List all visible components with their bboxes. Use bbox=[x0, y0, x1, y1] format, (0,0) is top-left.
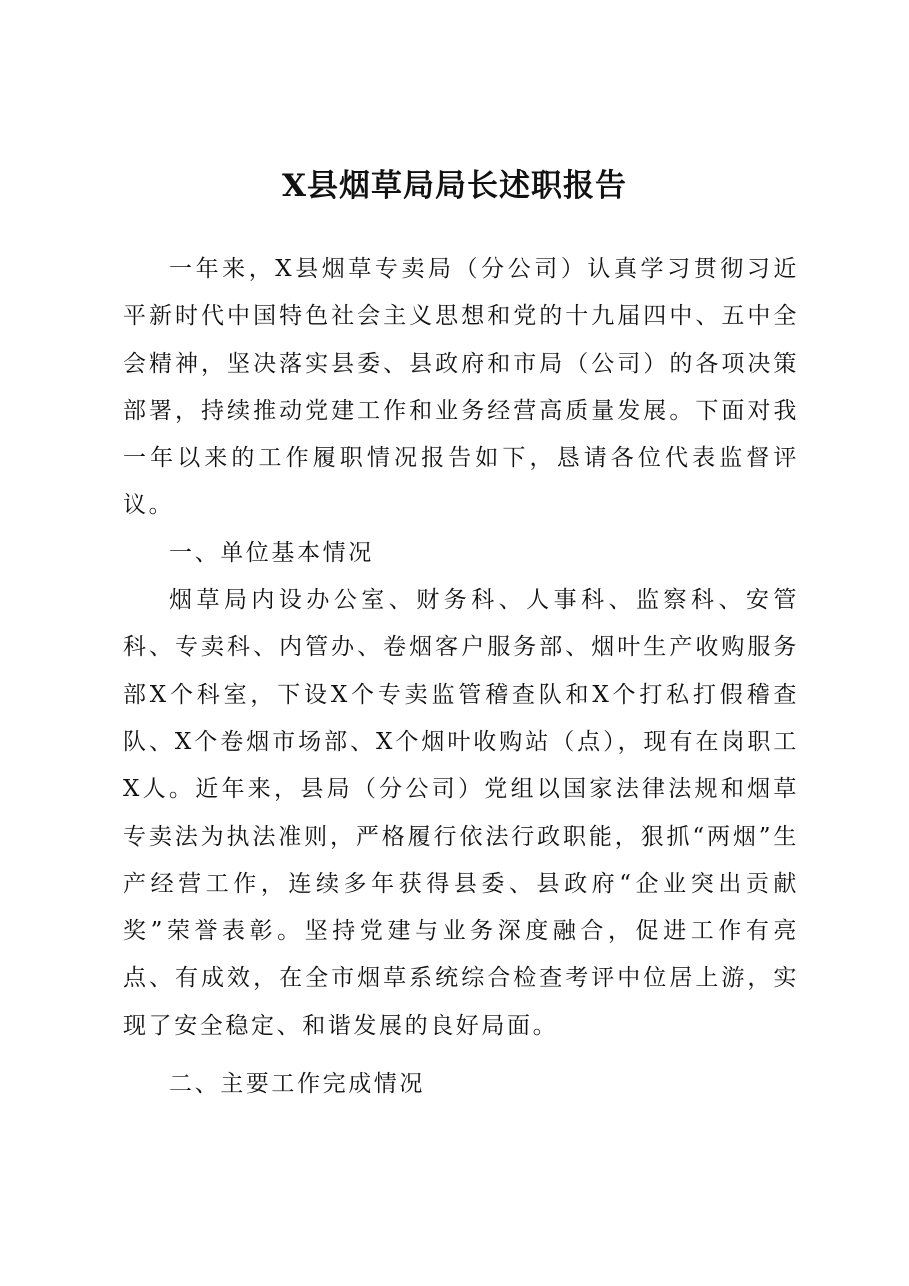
intro-paragraph: 一年来，X县烟草专卖局（分公司）认真学习贯彻习近平新时代中国特色社会主义思想和党的十九届四中、五中全会精神，坚决落实县委、县政府和市局（公司）的各项决策部署，持续推动党建工作和业务经营高质量发展。下面对我一年以来的工作履职情况报告如下，恳请各位代表监督评议。 bbox=[123, 256, 799, 519]
basic-info-paragraph: 烟草局内设办公室、财务科、人事科、监察科、安管科、专卖科、内管办、卷烟客户服务部、烟叶生产收购服务部X个科室，下设X个专卖监管稽查队和X个打私打假稽查队、X个卷烟市场部、X个烟叶收购站（点），现有在岗职工X人。近年来，县局（分公司）党组以国家法律法规和烟草专卖法为执法准则，严格履行依法行政职能，狠抓“两烟”生产经营工作，连续多年获得县委、县政府“企业突出贡献奖”荣誉表彰。坚持党建与业务深度融合，促进工作有亮点、有成效，在全市烟草系统综合检查考评中位居上游，实现了安全稳定、和谐发展的良好局面。 bbox=[123, 587, 799, 1039]
section-heading-basic-info: 一、单位基本情况 bbox=[169, 539, 374, 566]
document-title: X县烟草局局长述职报告 bbox=[281, 168, 628, 204]
section-heading-main-work: 二、主要工作完成情况 bbox=[169, 1071, 425, 1098]
document-body bbox=[123, 246, 799, 1108]
